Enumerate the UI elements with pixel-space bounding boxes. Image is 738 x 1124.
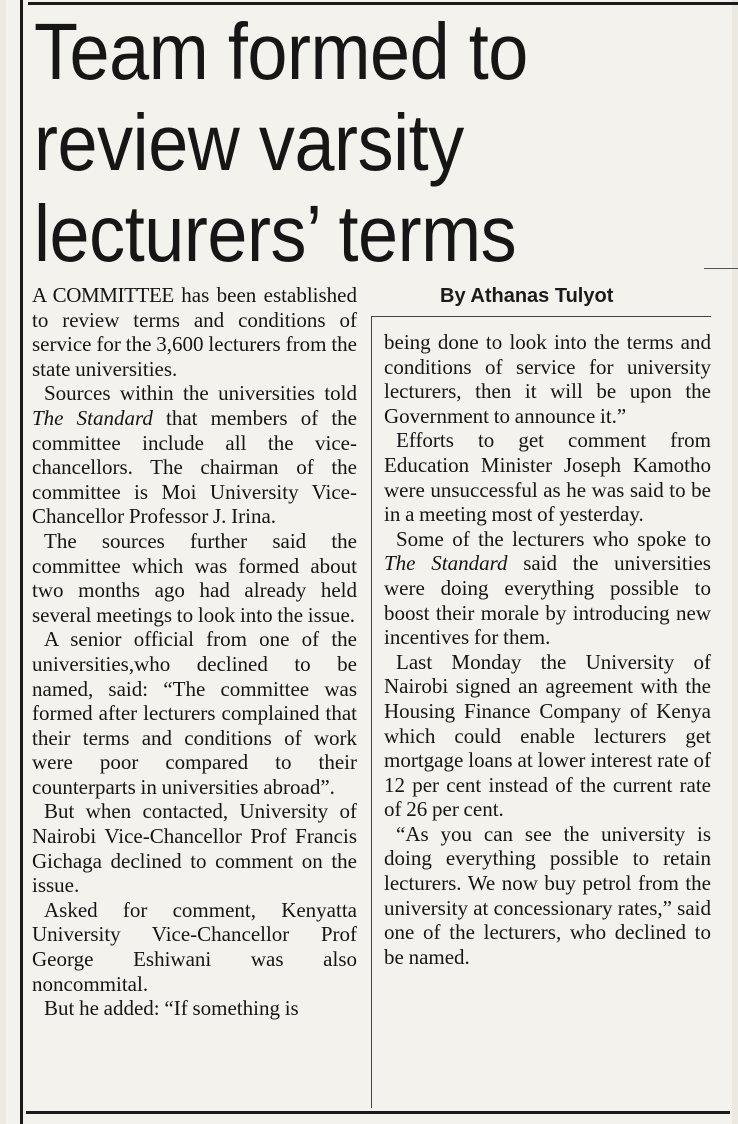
paragraph — [384, 527, 711, 650]
top-rule — [28, 2, 738, 5]
headline-line-3: lecturers’ terms — [34, 189, 517, 278]
newspaper-name: The Standard — [384, 551, 508, 576]
paragraph — [32, 283, 357, 381]
right-edge-mark — [704, 268, 738, 269]
paragraph-text: said the universities were doing everything possible to boost their morale by introducing new incentives for them. — [384, 551, 711, 650]
paragraph: being done to look into the terms and conditions of service for university lecturers, then it will be upon the Government to announce it.” — [384, 330, 711, 428]
lead-word: A COMMITTEE — [32, 283, 174, 307]
paragraph: The sources further said the committee which was formed about two months ago had already held several meetings to look into the issue. — [32, 528, 357, 627]
headline-line-1: Team formed to — [34, 7, 528, 96]
paragraph: “As you can see the university is doing everything possible to retain lecturers. We now buy petrol from the university at concessionary rates,” said one of the lecturers, who declined to be named. — [384, 821, 711, 969]
right-column — [384, 330, 711, 969]
paragraph-text: Sources within the universities told — [44, 381, 357, 406]
paragraph: A senior official from one of the universities,who declined to be named, said: “The committee was formed after lecturers complained that their terms and conditions of work were poor compared to their counterparts in universities abroad”. — [32, 627, 357, 799]
left-column — [32, 283, 357, 1021]
paragraph: Asked for comment, Kenyatta University Vice-Chancellor Prof George Eshiwani was also noncommital. — [32, 897, 357, 996]
headline — [34, 6, 655, 279]
paragraph-text: Some of the lecturers who spoke to — [396, 526, 711, 551]
headline-line-2: review varsity — [34, 98, 464, 187]
paragraph-text: that members of the committee include all the vice-chancellors. The chairman of the committee is Moi University Vice-Chancellor Professor J. Irina. — [32, 405, 357, 529]
paragraph: But when contacted, University of Nairobi Vice-Chancellor Prof Francis Gichaga declined to comment on the issue. — [32, 799, 357, 898]
paragraph-text: has been established to review terms and conditions of service for the 3,600 lecturers from the state universities. — [32, 283, 357, 381]
byline: By Athanas Tulyot — [440, 285, 614, 307]
column-divider — [371, 316, 372, 1108]
column-divider-top — [371, 316, 711, 317]
paragraph: But he added: “If something is — [44, 996, 299, 1021]
paragraph: Efforts to get comment from Education Minister Joseph Kamotho were unsuccessful as he was said to be in a meeting most of yesterday. — [384, 428, 711, 527]
newspaper-name: The Standard — [32, 405, 153, 430]
paragraph: Last Monday the University of Nairobi signed an agreement with the Housing Finance Company of Kenya which could enable lecturers get mortgage loans at lower interest rate of 12 per cent instead of the current rate of 26 per cent. — [384, 649, 711, 822]
bottom-rule — [26, 1111, 730, 1114]
left-border-rule — [20, 0, 23, 1124]
paragraph — [32, 381, 357, 529]
